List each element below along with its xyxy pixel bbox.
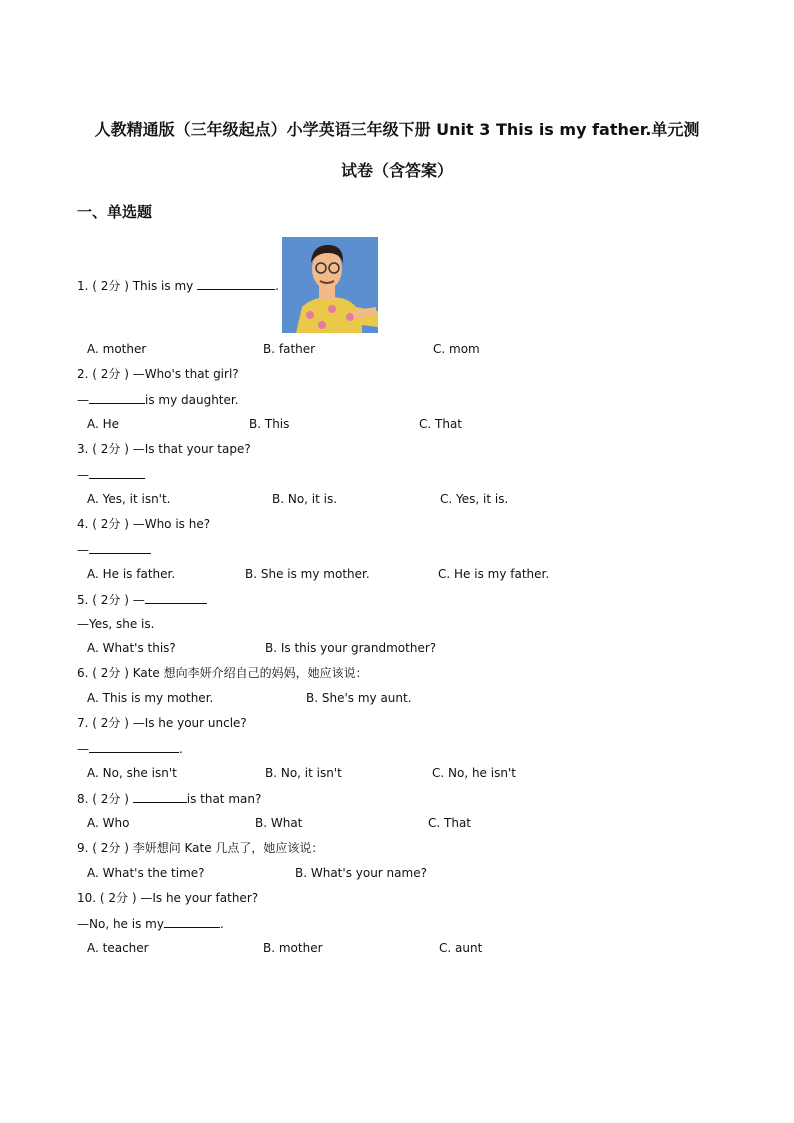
question-7-suffix: . (179, 742, 183, 756)
section-heading: 一、单选题 (77, 203, 153, 221)
question-1-suffix: . (275, 279, 279, 293)
answer-blank (133, 790, 187, 803)
question-10-answer-prefix: —No, he is my (77, 917, 164, 931)
question-10-option-a: A. teacher (87, 941, 149, 955)
question-5-answer-line: —Yes, she is. (77, 617, 155, 631)
question-7-option-c: C. No, he isn't (432, 766, 516, 780)
answer-blank (145, 591, 207, 604)
question-3: 3. ( 2分 ) —Is that your tape? (77, 442, 251, 456)
answer-blank (89, 466, 145, 479)
question-8-option-c: C. That (428, 816, 472, 830)
question-9: 9. ( 2分 ) 李妍想问 Kate 几点了，她应该说： (77, 841, 324, 855)
answer-blank (89, 740, 179, 753)
father-illustration (282, 237, 378, 333)
question-10-answer-line (77, 915, 224, 932)
question-3-answer-line (77, 466, 145, 483)
question-2-option-a: A. He (87, 417, 120, 431)
page-title-line-2: 试卷（含答案） (340, 161, 453, 180)
question-3-option-a: A. Yes, it isn't. (87, 492, 171, 506)
question-8-text: 8. ( 2分 ) (77, 792, 129, 806)
question-7: 7. ( 2分 ) —Is he your uncle? (77, 716, 247, 730)
question-8-option-a: A. Who (87, 816, 130, 830)
question-4-option-c: C. He is my father. (438, 567, 550, 581)
question-5-option-a: A. What's this? (87, 641, 176, 655)
question-10-suffix: . (219, 917, 224, 931)
question-3-option-b: B. No, it is. (272, 492, 338, 506)
question-2: 2. ( 2分 ) —Who's that girl? (77, 367, 239, 381)
question-4: 4. ( 2分 ) —Who is he? (77, 517, 211, 531)
page-title-line-1: 人教精通版（三年级起点）小学英语三年级下册 Unit 3 This is my father.单元测 (94, 120, 700, 139)
question-2-answer-line (77, 391, 239, 408)
question-9-option-a: A. What's the time? (87, 866, 205, 880)
question-5-option-b: B. Is this your grandmother? (265, 641, 437, 655)
question-7-option-a: A. No, she isn't (87, 766, 177, 780)
question-1-option-c: C. mom (433, 342, 480, 356)
question-5 (77, 591, 207, 608)
question-7-answer-line (77, 740, 183, 757)
question-1-text: 1. ( 2分 ) This is my (77, 279, 194, 293)
question-10-option-c: C. aunt (439, 941, 483, 955)
question-8 (77, 790, 261, 807)
question-1-option-a: A. mother (87, 342, 147, 356)
question-10: 10. ( 2分 ) —Is he your father? (77, 891, 259, 905)
question-2-option-c: C. That (419, 417, 463, 431)
dash: — (77, 393, 89, 407)
question-5-text: 5. ( 2分 ) — (77, 593, 145, 607)
question-10-option-b: B. mother (263, 941, 323, 955)
question-7-option-b: B. No, it isn't (265, 766, 342, 780)
question-2-option-b: B. This (249, 417, 290, 431)
dash: — (77, 468, 89, 482)
answer-blank (89, 391, 145, 404)
dash: — (77, 742, 89, 756)
question-1 (77, 277, 279, 294)
answer-blank (197, 277, 275, 290)
answer-blank (89, 541, 151, 554)
answer-blank (164, 915, 220, 928)
question-2-suffix: is my daughter. (145, 393, 239, 407)
question-8-option-b: B. What (255, 816, 303, 830)
question-3-option-c: C. Yes, it is. (440, 492, 509, 506)
question-6-option-b: B. She's my aunt. (306, 691, 412, 705)
question-4-option-a: A. He is father. (87, 567, 176, 581)
question-6-option-a: A. This is my mother. (87, 691, 214, 705)
question-4-answer-line (77, 541, 151, 558)
dash: — (77, 543, 89, 557)
question-4-option-b: B. She is my mother. (245, 567, 370, 581)
question-8-suffix: is that man? (186, 792, 262, 806)
question-6: 6. ( 2分 ) Kate 想向李妍介绍自己的妈妈，她应该说： (77, 666, 368, 680)
question-1-option-b: B. father (263, 342, 316, 356)
question-9-option-b: B. What's your name? (295, 866, 427, 880)
